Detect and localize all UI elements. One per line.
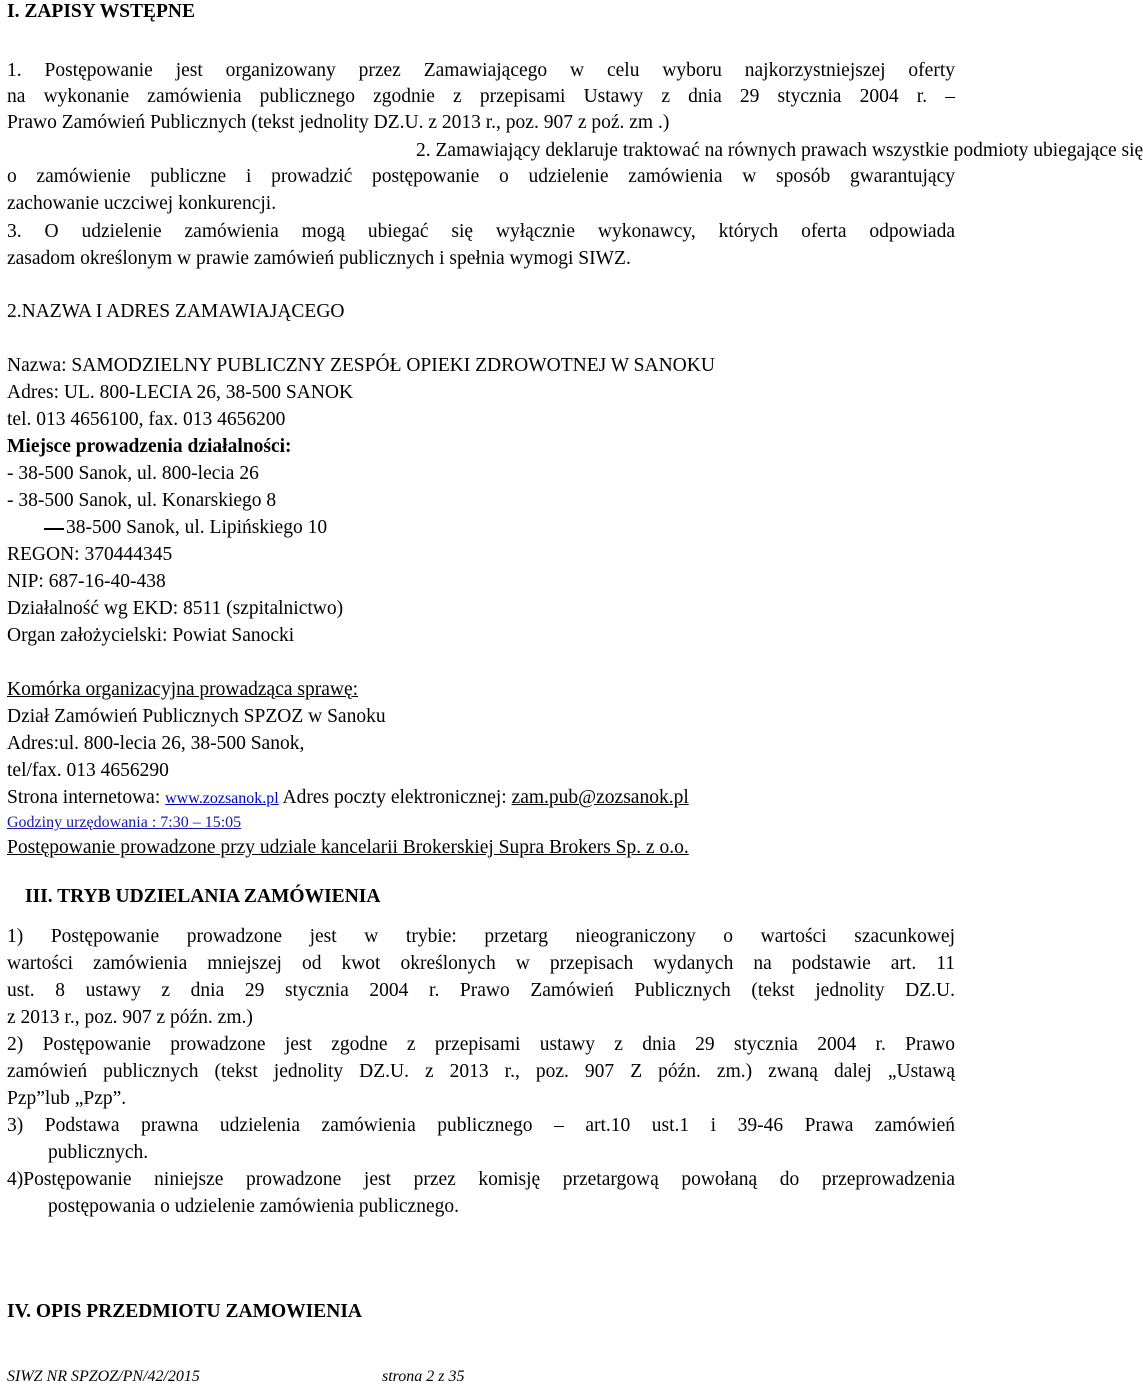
- place-1: - 38-500 Sanok, ul. 800-lecia 26: [7, 463, 259, 484]
- section-2-heading: 2.NAZWA I ADRES ZAMAWIAJĄCEGO: [7, 301, 345, 322]
- item-1-line-1: 1) Postępowanie prowadzone jest w trybie: przetarg nieograniczony o wartości szacunkowej: [7, 926, 955, 947]
- email-link[interactable]: zam.pub@zozsanok.pl: [511, 787, 689, 808]
- para-3-line-2: zasadom określonym w prawie zamówień publicznych i spełnia wymogi SIWZ.: [7, 248, 631, 269]
- para-3-line-1: 3. O udzielenie zamówienia mogą ubiegać się wyłącznie wykonawcy, których oferta odpowiada: [7, 221, 955, 242]
- para-2-line-1: 2. Zamawiający deklaruje traktować na równych prawach wszystkie podmioty ubiegające się: [416, 140, 1143, 161]
- contracting-phone: tel. 013 4656100, fax. 013 4656200: [7, 409, 286, 430]
- footer-page-number: strona 2 z 35: [382, 1368, 465, 1385]
- section-3-heading: III. TRYB UDZIELANIA ZAMÓWIENIA: [25, 886, 381, 907]
- contracting-address: Adres: UL. 800-LECIA 26, 38-500 SANOK: [7, 382, 354, 403]
- para-1-line-1: 1. Postępowanie jest organizowany przez Zamawiającego w celu wyboru najkorzystniejszej oferty: [7, 60, 955, 81]
- regon: REGON: 370444345: [7, 544, 173, 565]
- item-2-line-1: 2) Postępowanie prowadzone jest zgodne z przepisami ustawy z dnia 29 stycznia 2004 r. Prawo: [7, 1034, 955, 1055]
- email-label: Adres poczty elektronicznej:: [278, 787, 512, 808]
- item-3-line-2: publicznych.: [48, 1142, 149, 1163]
- para-2-line-3: zachowanie uczciwej konkurencji.: [7, 193, 277, 214]
- item-1-line-4: z 2013 r., poz. 907 z późn. zm.): [7, 1007, 253, 1028]
- unit-name: Dział Zamówień Publicznych SPZOZ w Sanoku: [7, 706, 386, 727]
- place-3-text: 38-500 Sanok, ul. Lipińskiego 10: [66, 517, 328, 538]
- places-heading: Miejsce prowadzenia działalności:: [7, 436, 292, 457]
- contracting-name: Nazwa: SAMODZIELNY PUBLICZNY ZESPÓŁ OPIEKI ZDROWOTNEJ W SANOKU: [7, 355, 715, 376]
- para-1-line-3-text: Prawo Zamówień Publicznych (tekst jednolity DZ.U. z 2013 r., poz. 907 z poź. zm .): [7, 112, 670, 133]
- website-link[interactable]: www.zozsanok.pl: [165, 790, 279, 807]
- item-4-line-2: postępowania o udzielenie zamówienia publicznego.: [48, 1196, 459, 1217]
- item-1-line-3: ust. 8 ustawy z dnia 29 stycznia 2004 r. Prawo Zamówień Publicznych (tekst jednolity DZ.U.: [7, 980, 955, 1001]
- unit-address: Adres:ul. 800-lecia 26, 38-500 Sanok,: [7, 733, 305, 754]
- website-label: Strona internetowa:: [7, 787, 166, 808]
- item-4-line-1: 4)Postępowanie niniejsze prowadzone jest przez komisję przetargową powołaną do przeprowadzenia: [7, 1169, 955, 1190]
- place-2: - 38-500 Sanok, ul. Konarskiego 8: [7, 490, 277, 511]
- nip: NIP: 687-16-40-438: [7, 571, 166, 592]
- para-1-line-3: [7, 113, 955, 133]
- contact-line: [7, 788, 689, 808]
- item-2-line-2: zamówień publicznych (tekst jednolity DZ.U. z 2013 r., poz. 907 Z późn. zm.) zwaną dalej „Ustawą: [7, 1061, 955, 1082]
- office-hours: Godziny urzędowania : 7:30 – 15:05: [7, 814, 242, 831]
- item-3-line-1: 3) Podstawa prawna udzielenia zamówienia publicznego – art.10 ust.1 i 39-46 Prawa zamówień: [7, 1115, 955, 1136]
- section-1-heading: I. ZAPISY WSTĘPNE: [7, 1, 196, 22]
- item-1-line-2: wartości zamówienia mniejszej od kwot określonych w przepisach wydanych na podstawie art. 11: [7, 953, 955, 974]
- section-4-heading: IV. OPIS PRZEDMIOTU ZAMOWIENIA: [7, 1301, 363, 1322]
- ekd: Działalność wg EKD: 8511 (szpitalnictwo): [7, 598, 344, 619]
- unit-phone: tel/fax. 013 4656290: [7, 760, 169, 781]
- item-2-line-3: Pzp”lub „Pzp”.: [7, 1088, 127, 1109]
- dash-bullet: [44, 528, 64, 530]
- place-3: [44, 518, 327, 538]
- unit-heading: Komórka organizacyjna prowadząca sprawę:: [7, 679, 359, 700]
- broker-note: Postępowanie prowadzone przy udziale kancelarii Brokerskiej Supra Brokers Sp. z o.o.: [7, 837, 689, 858]
- para-2-line-2: o zamówienie publiczne i prowadzić postępowanie o udzielenie zamówienia w sposób gwarantujący: [7, 166, 955, 187]
- para-1-line-2: na wykonanie zamówienia publicznego zgodnie z przepisami Ustawy z dnia 29 stycznia 2004 r. –: [7, 86, 955, 107]
- founder: Organ założycielski: Powiat Sanocki: [7, 625, 295, 646]
- footer-doc-id: SIWZ NR SPZOZ/PN/42/2015: [7, 1368, 200, 1385]
